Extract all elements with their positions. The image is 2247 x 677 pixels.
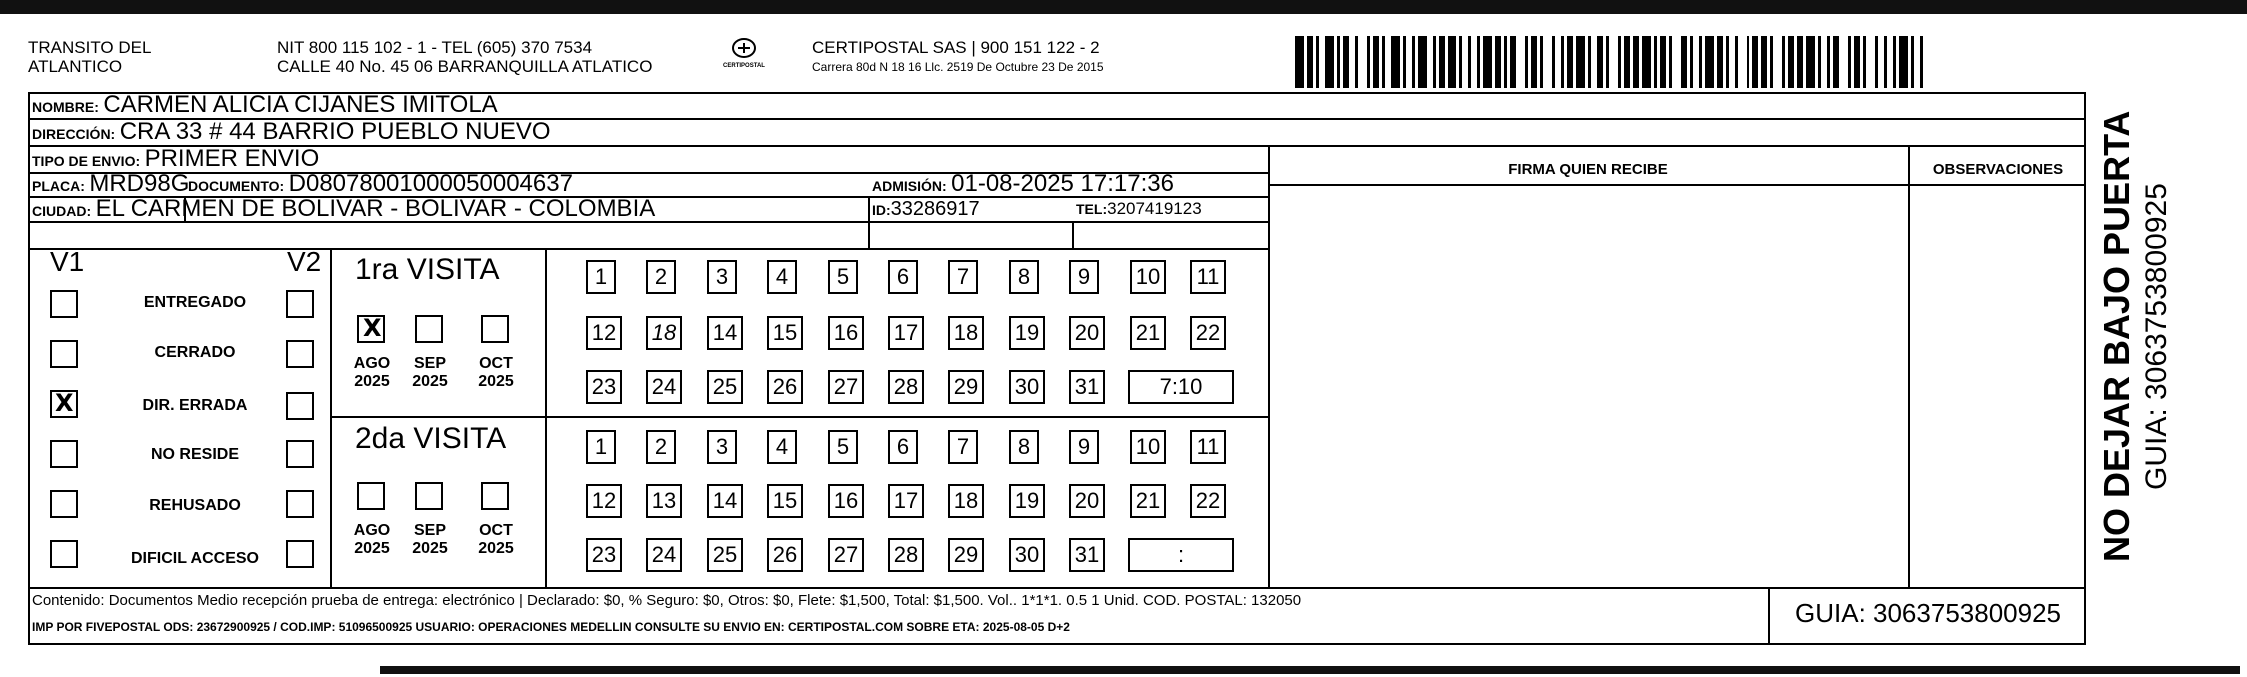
first-visit-day[interactable]: 1 <box>586 260 616 294</box>
status-difficult-access: DIFICIL ACCESO <box>130 550 259 567</box>
second-visit-day[interactable]: 17 <box>888 484 924 518</box>
shipment-type-value: PRIMER ENVIO <box>144 145 320 172</box>
first-visit-day[interactable]: 8 <box>1009 260 1039 294</box>
observations-area[interactable] <box>1910 186 2086 586</box>
first-visit-day[interactable]: 26 <box>767 370 803 404</box>
print-details: IMP POR FIVEPOSTAL ODS: 23672900925 / COD.IMP: 51096500925 USUARIO: OPERACIONES MEDELLIN CONSULTE SU ENVIO EN: CERTIPOSTAL.COM SOBRE ETA: 2025-08-05 D+2 <box>32 620 1070 634</box>
barcode-bar <box>1358 36 1367 88</box>
first-visit-day[interactable]: 10 <box>1130 260 1166 294</box>
barcode-bar <box>1609 36 1618 88</box>
admission-label: ADMISIÓN: <box>872 178 947 194</box>
plate-value: MRD98G <box>89 170 190 197</box>
second-visit-time[interactable]: : <box>1128 538 1234 572</box>
second-visit-day[interactable]: 23 <box>586 538 622 572</box>
first-visit-day[interactable]: 4 <box>767 260 797 294</box>
first-visit-day[interactable]: 5 <box>828 260 858 294</box>
barcode-bar <box>1773 36 1782 88</box>
second-visit-day[interactable]: 26 <box>767 538 803 572</box>
v1-checkbox-wrong-address[interactable] <box>50 390 78 418</box>
first-visit-day[interactable]: 27 <box>828 370 864 404</box>
first-visit-day[interactable]: 14 <box>707 316 743 350</box>
first-visit-day[interactable]: 7 <box>948 260 978 294</box>
second-visit-oct-label: OCT 2025 <box>478 522 514 557</box>
v2-checkbox-wrong-address[interactable] <box>286 392 314 420</box>
first-visit-day[interactable]: 15 <box>767 316 803 350</box>
barcode-bar <box>1325 36 1334 88</box>
barcode-bar <box>1806 36 1815 88</box>
barcode-bar <box>1672 36 1681 88</box>
second-visit-day[interactable]: 2 <box>646 430 676 464</box>
first-visit-day[interactable]: 3 <box>707 260 737 294</box>
second-visit-sep-label: SEP 2025 <box>412 522 448 557</box>
second-visit-day[interactable]: 3 <box>707 430 737 464</box>
barcode-bar <box>1642 36 1651 88</box>
second-visit-oct-box[interactable] <box>481 482 509 510</box>
barcode-bar <box>1418 36 1427 88</box>
v1-checkbox-refused[interactable] <box>50 490 78 518</box>
first-visit-day[interactable]: 2 <box>646 260 676 294</box>
first-visit-day[interactable]: 22 <box>1190 316 1226 350</box>
second-visit-day[interactable]: 7 <box>948 430 978 464</box>
first-visit-title: 1ra VISITA <box>355 253 500 286</box>
city-label: CIUDAD: <box>32 203 92 219</box>
name-value: CARMEN ALICIA CIJANES IMITOLA <box>103 91 498 118</box>
first-visit-day[interactable]: 18 <box>948 316 984 350</box>
barcode-bar <box>1483 36 1492 88</box>
v1-checkbox-not-reside[interactable] <box>50 440 78 468</box>
first-visit-ago-label: AGO 2025 <box>353 355 391 390</box>
v1-checkbox-difficult-access[interactable] <box>50 540 78 568</box>
admission-value: 01-08-2025 17:17:36 <box>951 170 1174 197</box>
first-visit-day[interactable]: 12 <box>586 316 622 350</box>
first-visit-sep-box[interactable] <box>415 315 443 343</box>
second-visit-day[interactable]: 12 <box>586 484 622 518</box>
first-visit-day[interactable]: 17 <box>888 316 924 350</box>
v1-header: V1 <box>50 246 85 277</box>
ago-checkmark: X <box>363 314 382 342</box>
status-not-reside: NO RESIDE <box>150 446 239 463</box>
second-visit-day[interactable]: 30 <box>1009 538 1045 572</box>
v2-checkbox-not-reside[interactable] <box>286 440 314 468</box>
city-cell <box>32 195 655 226</box>
first-visit-day[interactable]: 11 <box>1190 260 1226 294</box>
tel-cell <box>1076 195 1202 224</box>
id-value: 33286917 <box>890 198 980 220</box>
first-visit-day-marked[interactable]: 18 <box>646 316 682 350</box>
signature-header: FIRMA QUIEN RECIBE <box>1508 161 1668 178</box>
second-visit-day[interactable]: 20 <box>1069 484 1105 518</box>
second-visit-day[interactable]: 9 <box>1069 430 1099 464</box>
document-label: DOCUMENTO: <box>188 178 285 194</box>
status-delivered: ENTREGADO <box>143 294 247 311</box>
status-closed: CERRADO <box>154 344 236 361</box>
barcode-bar <box>1576 36 1585 88</box>
top-border <box>0 0 2247 14</box>
barcode-bar <box>1899 36 1908 88</box>
first-visit-day[interactable]: 19 <box>1009 316 1045 350</box>
issuer-line2: ATLANTICO <box>28 57 123 76</box>
second-visit-day[interactable]: 31 <box>1069 538 1105 572</box>
second-visit-day[interactable]: 8 <box>1009 430 1039 464</box>
v1-checkbox-closed[interactable] <box>50 340 78 368</box>
second-visit-day[interactable]: 19 <box>1009 484 1045 518</box>
first-visit-day[interactable]: 23 <box>586 370 622 404</box>
status-refused: REHUSADO <box>149 497 241 514</box>
first-visit-day[interactable]: 16 <box>828 316 864 350</box>
second-visit-day[interactable]: 4 <box>767 430 797 464</box>
courier-license-line: Carrera 80d N 18 16 Llc. 2519 De Octubre 23 De 2015 <box>812 60 1104 74</box>
address-label: DIRECCIÓN: <box>32 126 116 142</box>
first-visit-day[interactable]: 25 <box>707 370 743 404</box>
second-visit-title: 2da VISITA <box>355 422 507 455</box>
first-visit-day[interactable]: 24 <box>646 370 682 404</box>
first-visit-oct-label: OCT 2025 <box>478 355 514 390</box>
id-cell <box>872 195 980 225</box>
second-visit-day[interactable]: 22 <box>1190 484 1226 518</box>
name-label: NOMBRE: <box>32 99 99 115</box>
barcode-bar <box>1866 36 1875 88</box>
v2-checkbox-closed[interactable] <box>286 340 314 368</box>
issuer-line1: TRANSITO DEL <box>28 38 152 57</box>
first-visit-day[interactable]: 29 <box>948 370 984 404</box>
shipment-type-label: TIPO DE ENVIO: <box>32 153 141 169</box>
second-visit-day[interactable]: 28 <box>888 538 924 572</box>
barcode-bar <box>1923 36 1929 88</box>
city-value: EL CARMEN DE BOLIVAR - BOLIVAR - COLOMBIA <box>95 195 656 222</box>
v2-checkbox-refused[interactable] <box>286 490 314 518</box>
second-visit-day[interactable]: 1 <box>586 430 616 464</box>
address-value: CRA 33 # 44 BARRIO PUEBLO NUEVO <box>119 118 551 145</box>
first-visit-day[interactable]: 31 <box>1069 370 1105 404</box>
bottom-border <box>380 666 2240 674</box>
first-visit-day[interactable]: 9 <box>1069 260 1099 294</box>
first-visit-sep-label: SEP 2025 <box>412 355 448 390</box>
first-visit-time[interactable]: 7:10 <box>1128 370 1234 404</box>
nit-line: NIT 800 115 102 - 1 - TEL (605) 370 7534 <box>277 38 593 57</box>
issuer-contact <box>277 38 652 76</box>
second-visit-day[interactable]: 13 <box>646 484 682 518</box>
second-visit-day[interactable]: 27 <box>828 538 864 572</box>
v2-checkbox-difficult-access[interactable] <box>286 540 314 568</box>
second-visit-day[interactable]: 11 <box>1190 430 1226 464</box>
barcode-bar <box>1448 36 1457 88</box>
second-visit-day[interactable]: 14 <box>707 484 743 518</box>
do-not-leave-under-door-warning: NO DEJAR BAJO PUERTA <box>2096 110 2137 562</box>
barcode-bar <box>1839 36 1848 88</box>
second-visit-ago-box[interactable] <box>357 482 385 510</box>
second-visit-ago-label: AGO 2025 <box>353 522 391 557</box>
second-visit-day[interactable]: 16 <box>828 484 864 518</box>
barcode-bar <box>1738 36 1747 88</box>
barcode-bar <box>1543 36 1552 88</box>
barcode-bar <box>1516 36 1525 88</box>
first-visit-day[interactable]: 30 <box>1009 370 1045 404</box>
barcode <box>1295 36 1930 88</box>
certipostal-logo <box>712 36 776 69</box>
signature-area[interactable] <box>1270 186 1906 586</box>
second-visit-day[interactable]: 21 <box>1130 484 1166 518</box>
courier-info <box>812 38 1104 74</box>
second-visit-day[interactable]: 25 <box>707 538 743 572</box>
second-visit-day[interactable]: 29 <box>948 538 984 572</box>
observations-header: OBSERVACIONES <box>1932 161 2064 178</box>
barcode-bar <box>1295 36 1304 88</box>
guia-number-box: GUIA: 3063753800925 <box>1795 598 2061 628</box>
issuer-name <box>28 38 151 76</box>
courier-name-line: CERTIPOSTAL SAS | 900 151 122 - 2 <box>812 38 1100 57</box>
first-visit-ago-box[interactable] <box>357 315 385 343</box>
logo-icon <box>730 36 758 60</box>
document-value: D08078001000050004637 <box>288 170 573 197</box>
tel-label: TEL: <box>1076 201 1108 217</box>
tel-value: 3207419123 <box>1107 199 1202 218</box>
v1-checkbox-delivered[interactable] <box>50 290 78 318</box>
address-line: CALLE 40 No. 45 06 BARRANQUILLA ATLATICO <box>277 57 653 76</box>
side-guia-number: GUIA: 3063753800925 <box>2140 183 2173 490</box>
content-details: Contenido: Documentos Medio recepción prueba de entrega: electrónico | Declarado: $0, % Seguro: $0, Otros: $0, Flete: $1,500, Total: $1,500. Vol.. 1*1*1. 0.5 1 Unid. COD. POSTAL: 132050 <box>32 592 1302 609</box>
first-visit-day[interactable]: 28 <box>888 370 924 404</box>
barcode-bar <box>1705 36 1714 88</box>
plate-label: PLACA: <box>32 178 85 194</box>
first-visit-oct-box[interactable] <box>481 315 509 343</box>
second-visit-day[interactable]: 15 <box>767 484 803 518</box>
v2-header: V2 <box>287 246 322 277</box>
second-visit-day[interactable]: 5 <box>828 430 858 464</box>
id-label: ID: <box>872 202 891 218</box>
logo-text: CERTIPOSTAL <box>723 63 765 69</box>
second-visit-day[interactable]: 10 <box>1130 430 1166 464</box>
barcode-bar <box>1391 36 1400 88</box>
first-visit-day[interactable]: 20 <box>1069 316 1105 350</box>
status-wrong-address: DIR. ERRADA <box>142 397 248 414</box>
second-visit-day[interactable]: 18 <box>948 484 984 518</box>
v2-checkbox-delivered[interactable] <box>286 290 314 318</box>
first-visit-day[interactable]: 21 <box>1130 316 1166 350</box>
second-visit-sep-box[interactable] <box>415 482 443 510</box>
v1-checkmark: X <box>55 389 74 417</box>
second-visit-day[interactable]: 24 <box>646 538 682 572</box>
second-visit-day[interactable]: 6 <box>888 430 918 464</box>
first-visit-day[interactable]: 6 <box>888 260 918 294</box>
